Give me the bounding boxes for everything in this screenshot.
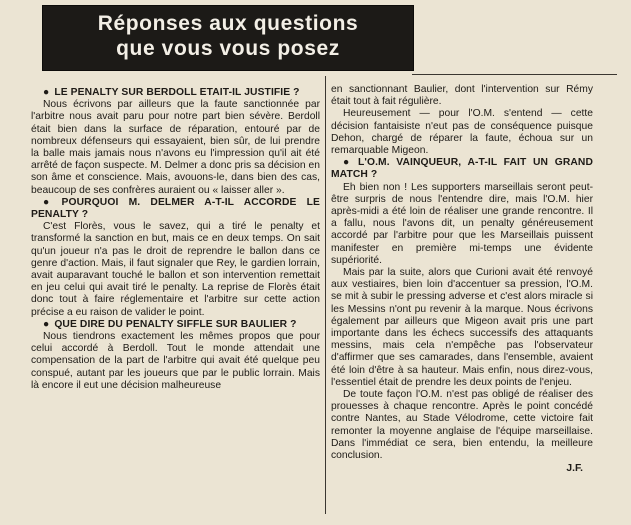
question-1-text: LE PENALTY SUR BERDOLL ETAIT-IL JUSTIFIE ? bbox=[54, 87, 300, 98]
bullet-icon: ● bbox=[43, 196, 57, 208]
question-4 bbox=[331, 157, 593, 181]
answer-2: C'est Florès, vous le savez, qui a tiré le penalty et transformé la sanction en but, mais ce en deux temps. On sait qu'un joueur n'a pas le droit de reprendre le ballon dans ce genre d'action. Mais, il faut signaler que Rey, le gardien lorrain, avait auparavant touché le ballon et son intervention remettait en jeu celui qui avait tiré le penalty. La reprise de Florès était donc tout à faire réglementaire et l'arbitre sur cette action précise a eu raison de valider le point. bbox=[31, 221, 320, 318]
column-divider bbox=[325, 76, 326, 514]
headline bbox=[43, 11, 413, 61]
author-signature: J.F. bbox=[566, 463, 583, 475]
frame-top-rule bbox=[412, 74, 617, 75]
answer-4-paragraph-2: Mais par la suite, alors que Curioni avait été renvoyé aux vestiaires, bien loin d'accentuer sa pression, l'O.M. se mit à subir le pressing adverse et c'est alors miracle si les Messins n'ont pu revenir à la marque. Nous écrivons également par ailleurs que Migeon avait pris une part importante dans les échecs successifs des attaquants messins, mais cela n'empêche pas l'observateur d'affirmer que ses camarades, dans l'ensemble, avaient été loin d'être à sa hauteur. Mais enfin, nous direz-vous, l'essentiel était de prendre les deux points de l'enjeu. bbox=[331, 267, 593, 388]
answer-3-paragraph-2: Heureusement — pour l'O.M. s'entend — cette décision fantaisiste n'eut pas de conséquence puisque Dehon, chargé de réparer la faute, échoua sur un remarquable Migeon. bbox=[331, 108, 593, 157]
headline-box bbox=[42, 5, 414, 71]
question-3 bbox=[31, 319, 320, 331]
bullet-icon: ● bbox=[343, 157, 354, 169]
bullet-icon: ● bbox=[43, 87, 50, 98]
left-column bbox=[31, 87, 320, 392]
question-1 bbox=[31, 87, 320, 99]
question-4-text: L'O.M. VAINQUEUR, A-T-IL FAIT UN GRAND MATCH ? bbox=[331, 157, 593, 181]
question-3-text: QUE DIRE DU PENALTY SIFFLE SUR BAULIER ? bbox=[54, 318, 297, 330]
headline-line-1: Réponses aux questions bbox=[97, 12, 359, 35]
bullet-icon: ● bbox=[43, 318, 50, 330]
answer-4: Eh bien non ! Les supporters marseillais seront peut-être surpris de nous l'entendre dire, mais l'O.M. hier après-midi a été loin de réaliser une grande rencontre. Il a fallu, nous l'avons dit, un penalty généreusement accordé par l'arbitre pour que les Marseillais puissent manifester en première mi-temps une évidente supériorité. bbox=[331, 181, 593, 266]
right-column bbox=[331, 84, 593, 476]
answer-3: Nous tiendrons exactement les mêmes propos que pour celui accordé à Berdoll. Tout le monde attendait une compensation de la part de l'arbitre qui avait été quelque peu conspué, autant par les joueurs que par le public lorrain. Mais là encore il eut une décision malheureuse bbox=[31, 331, 320, 391]
headline-line-2: que vous vous posez bbox=[116, 37, 340, 60]
question-2 bbox=[31, 197, 320, 221]
answer-4-paragraph-3: De toute façon l'O.M. n'est pas obligé de réaliser des prouesses à chaque rencontre. Après le point concédé contre Nantes, au Stade Vélodrome, cette victoire fait remonter la moyenne anglaise de l'équipe marseillaise. Dans l'immédiat ce sera, bien entendu, la meilleure conclusion. bbox=[331, 389, 593, 462]
answer-3-continued: en sanctionnant Baulier, dont l'intervention sur Rémy était tout à fait régulière. bbox=[331, 84, 593, 108]
answer-1: Nous écrivons par ailleurs que la faute sanctionnée par l'arbitre nous avait paru pour notre part bien sévère. Berdoll était bien dans la surface de réparation, entouré par de nombreux défenseurs qui essayaient, bien sûr, de lui prendre la balle mais jamais nous n'avons eu l'impression qu'il ait été arrêté de façon suspecte. M. Delmer a donc pris sa décision en son âme et conscience. Mais, avouons-le, dans bien des cas, beaucoup de ses confrères auraient ou « laisser aller ». bbox=[31, 99, 320, 196]
question-2-text: POURQUOI M. DELMER A-T-IL ACCORDE LE PENALTY ? bbox=[31, 196, 320, 221]
